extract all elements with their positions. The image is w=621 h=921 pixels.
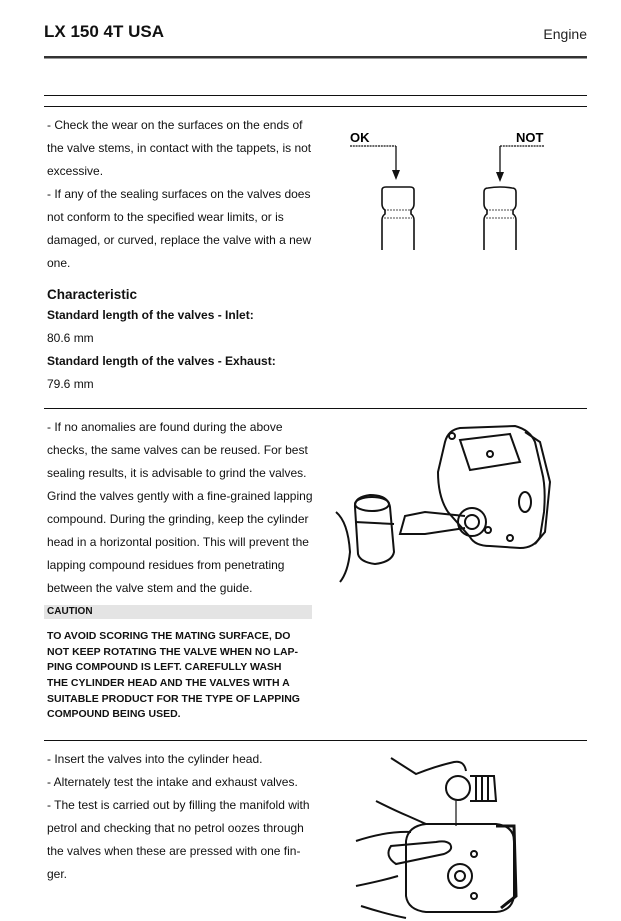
text-line: checks, the same valves can be reused. For best xyxy=(47,443,308,457)
valve-grinding-instructions xyxy=(47,416,327,600)
text-line: petrol and checking that no petrol oozes through xyxy=(47,821,304,835)
text-line: - If any of the sealing surfaces on the valves does xyxy=(47,187,311,201)
bolt-hole xyxy=(487,451,493,457)
cylinder-head xyxy=(406,824,514,912)
bolt-hole xyxy=(507,535,513,541)
text-line: - Insert the valves into the cylinder head. xyxy=(47,752,263,766)
pressing-finger xyxy=(388,841,451,864)
text-line: - If no anomalies are found during the above xyxy=(47,420,283,434)
valve-port xyxy=(448,864,472,888)
spec-exhaust-label: Standard length of the valves - Exhaust: xyxy=(47,354,276,368)
upper-hand-wrist xyxy=(376,801,426,824)
caution-line: PING COMPOUND IS LEFT. CAREFULLY WASH xyxy=(47,661,282,674)
text-line: compound. During the grinding, keep the cylinder xyxy=(47,512,309,526)
hand-outline xyxy=(336,512,350,582)
text-line: damaged, or curved, replace the valve with a new xyxy=(47,233,312,247)
valve-wear-instructions xyxy=(47,114,327,275)
petrol-can xyxy=(446,776,470,800)
valve-grinding-illustration xyxy=(330,412,570,592)
lower-hand-top xyxy=(356,832,411,841)
caution-text xyxy=(47,629,327,723)
valve-leak-test-illustration xyxy=(336,746,556,921)
not-valve-stem xyxy=(484,187,516,250)
document-title: LX 150 4T USA xyxy=(44,22,164,41)
text-line: between the valve stem and the guide. xyxy=(47,581,253,595)
section-label: Engine xyxy=(543,26,587,42)
text-line: sealing results, it is advisable to grind the valves. xyxy=(47,466,307,480)
spring-coils xyxy=(476,776,488,801)
text-line: lapping compound residues from penetrating xyxy=(47,558,285,572)
spec-inlet-label: Standard length of the valves - Inlet: xyxy=(47,308,254,322)
text-line: the valves when these are pressed with one fin- xyxy=(47,844,301,858)
ok-arrow-head xyxy=(392,170,400,180)
valve-leak-test-instructions xyxy=(47,748,327,886)
caution-line: SUITABLE PRODUCT FOR THE TYPE OF LAPPING xyxy=(47,692,300,705)
caution-line: NOT KEEP ROTATING THE VALVE WHEN NO LAP- xyxy=(47,645,299,658)
divider xyxy=(44,106,587,107)
valve-stem-illustration xyxy=(340,120,570,260)
spec-exhaust-value: 79.6 mm xyxy=(47,377,94,391)
bolt-hole xyxy=(471,893,477,899)
caution-line: COMPOUND BEING USED. xyxy=(47,708,181,721)
valve-head xyxy=(455,871,465,881)
lower-hand-thumb xyxy=(356,876,398,886)
lower-hand-base xyxy=(361,906,406,918)
text-line: Grind the valves gently with a fine-grained lapping xyxy=(47,489,313,503)
ok-label: OK xyxy=(350,130,370,145)
text-line: the valve stems, in contact with the tappets, is not xyxy=(47,141,312,155)
text-line: one. xyxy=(47,256,71,270)
divider xyxy=(44,740,587,741)
text-line: - Alternately test the intake and exhaust valves. xyxy=(47,775,298,789)
header-rule xyxy=(44,56,587,58)
not-label: NOT xyxy=(516,130,544,145)
text-line: excessive. xyxy=(47,164,104,178)
caution-label: CAUTION xyxy=(47,606,93,617)
upper-hand xyxy=(391,758,466,774)
bolt-hole xyxy=(449,433,455,439)
bolt-hole xyxy=(485,527,491,533)
divider xyxy=(44,408,587,409)
valve-head xyxy=(465,515,479,529)
not-arrow-head xyxy=(496,172,504,182)
divider xyxy=(44,95,587,96)
text-line: - Check the wear on the surfaces on the ends of xyxy=(47,118,303,132)
ok-valve-stem xyxy=(382,187,414,250)
port xyxy=(519,492,531,512)
characteristic-heading: Characteristic xyxy=(47,287,138,302)
caution-line: TO AVOID SCORING THE MATING SURFACE, DO xyxy=(47,630,291,642)
text-line: ger. xyxy=(47,867,68,881)
bolt-hole xyxy=(471,851,477,857)
lapping-tool-shaft xyxy=(400,512,465,534)
spec-inlet-value: 80.6 mm xyxy=(47,331,94,345)
caution-line: THE CYLINDER HEAD AND THE VALVES WITH A xyxy=(47,677,290,690)
handle-top xyxy=(355,497,389,511)
text-line: head in a horizontal position. This will prevent the xyxy=(47,535,309,549)
valve-seat xyxy=(458,508,486,536)
handle-band xyxy=(355,522,394,524)
text-line: not conform to the specified wear limits, or is xyxy=(47,210,284,224)
text-line: - The test is carried out by filling the manifold with xyxy=(47,798,310,812)
